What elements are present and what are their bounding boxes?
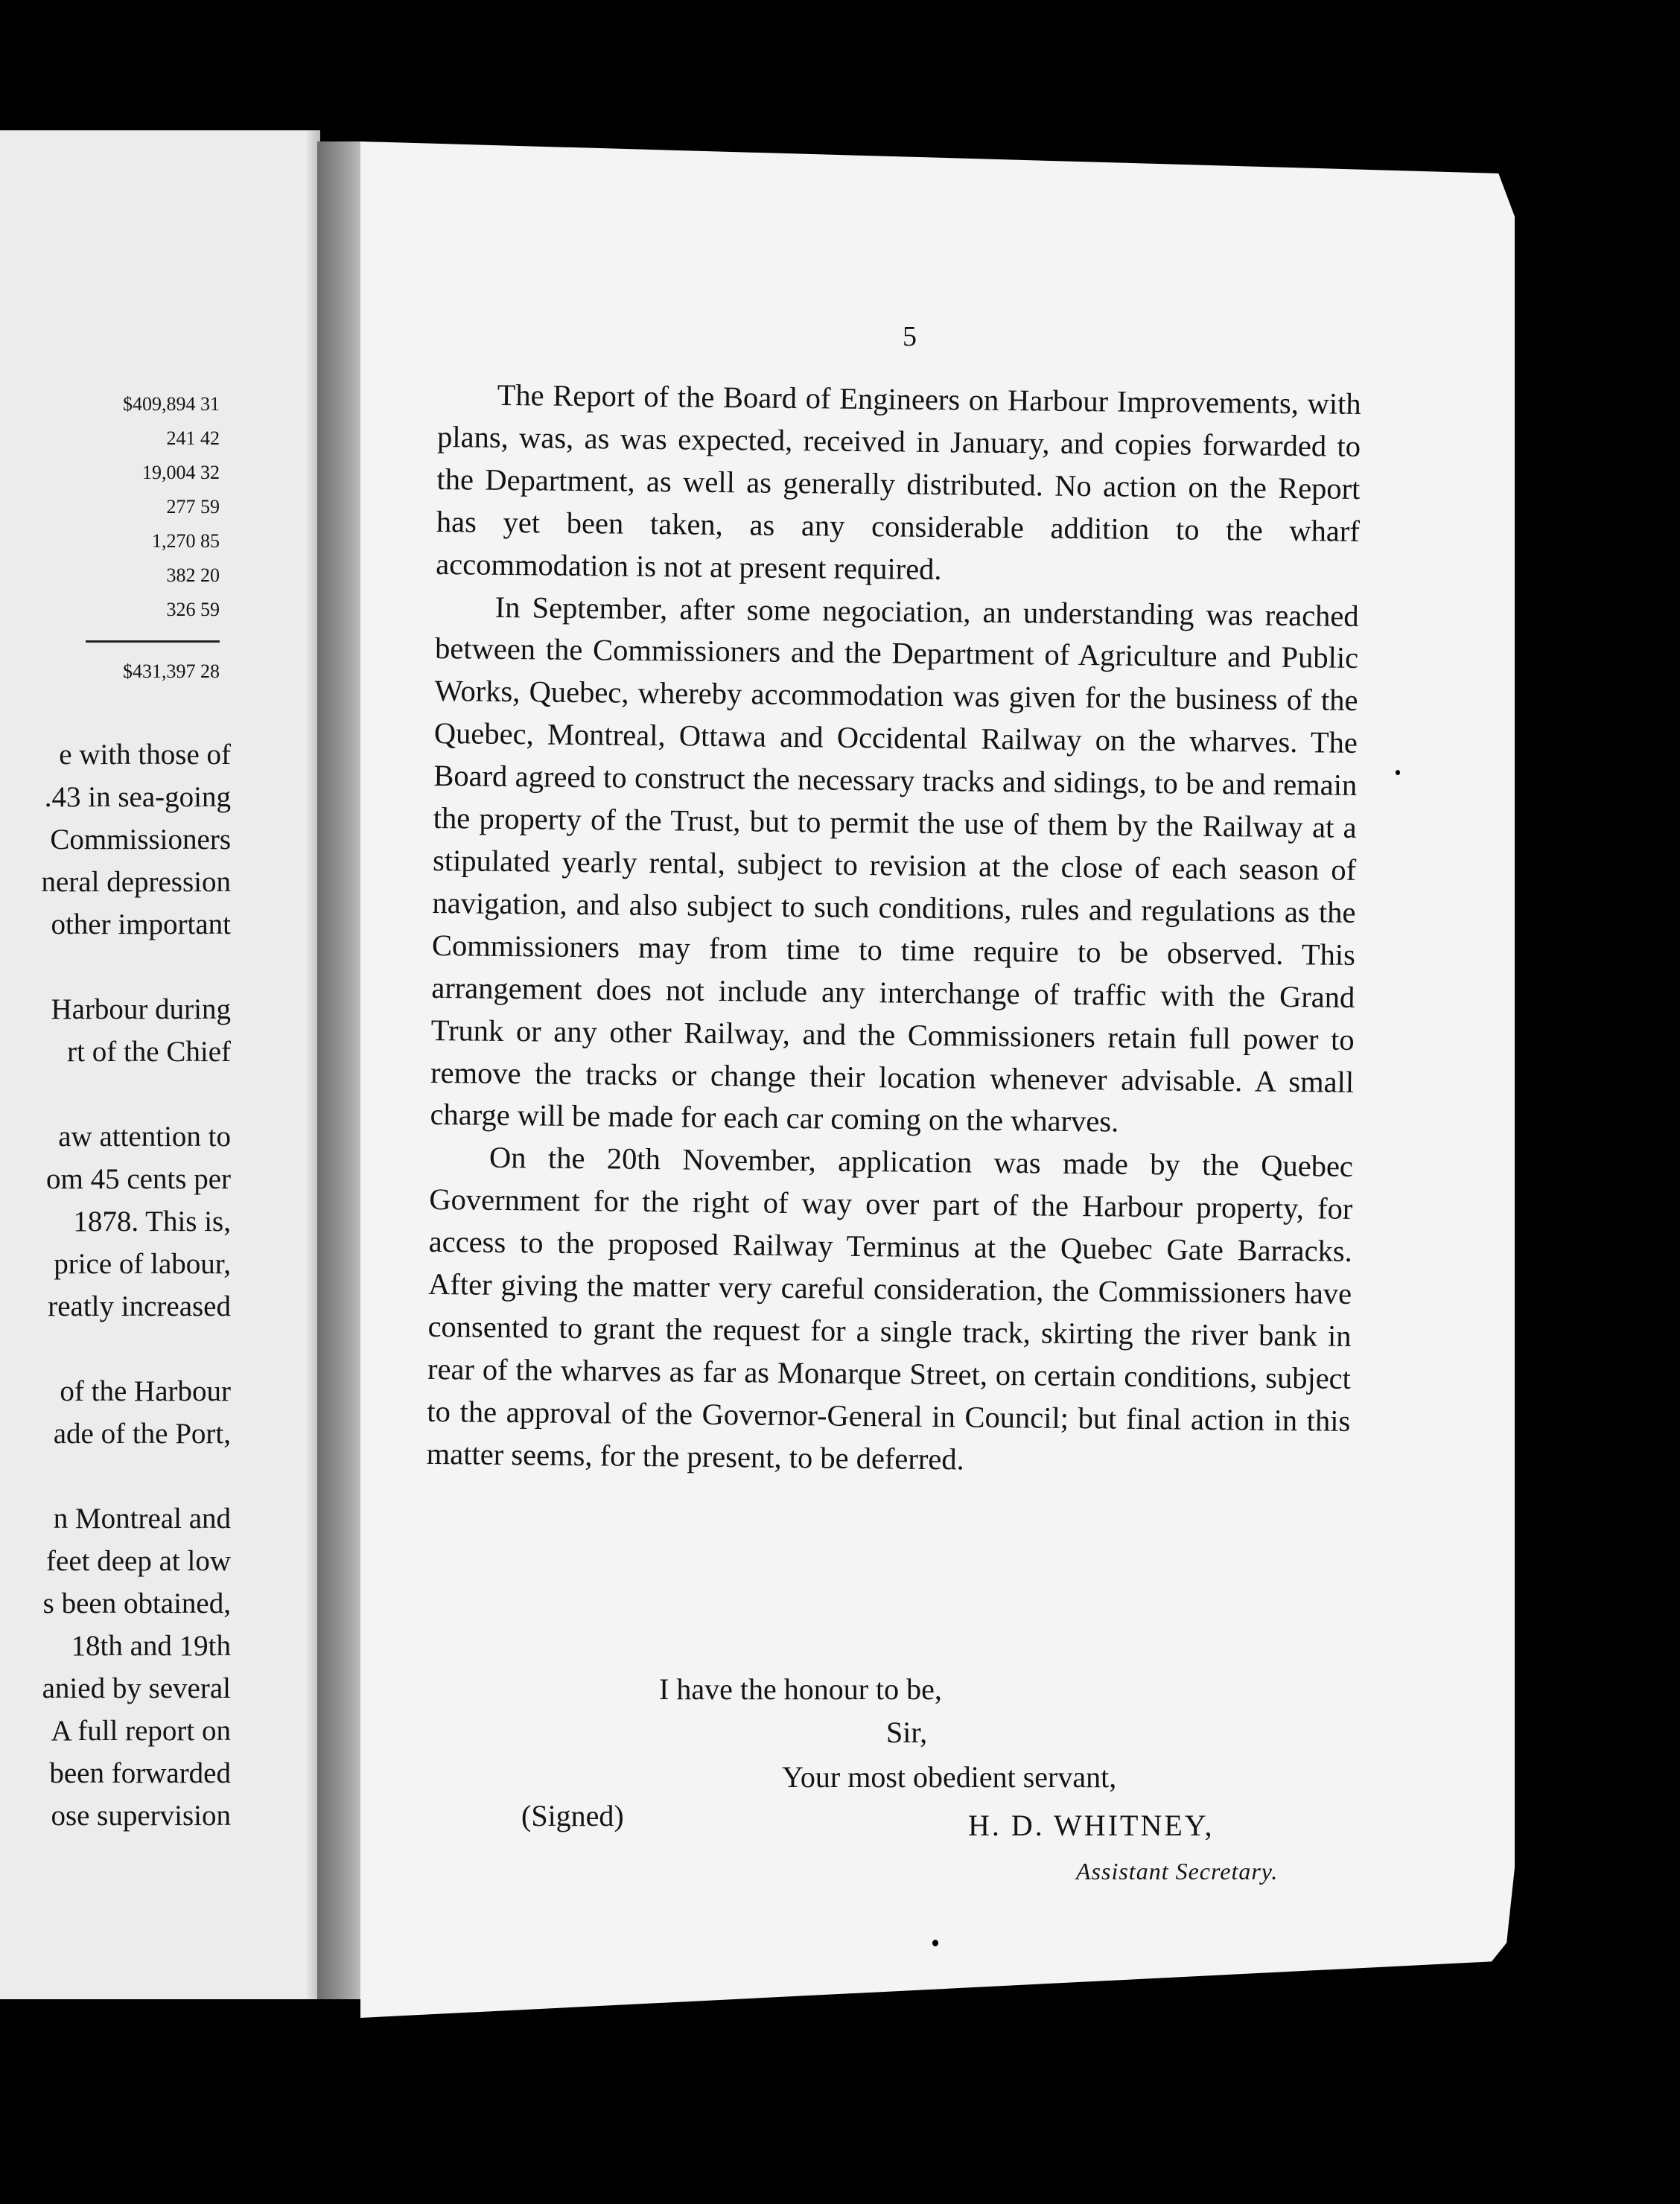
book-gutter [317, 141, 360, 1999]
amount-row: 277 59 [166, 496, 220, 517]
left-page-text [0, 733, 231, 1837]
left-page-line: price of labour, [54, 1248, 231, 1280]
left-page-line: Commissioners [50, 824, 231, 856]
left-page-line [0, 1073, 231, 1115]
closing-salutation: Sir, [886, 1716, 928, 1749]
left-page-line: A full report on [51, 1715, 231, 1747]
left-page-line: 1878. This is, [73, 1205, 231, 1238]
left-page [0, 130, 320, 1999]
signatory-title: Assistant Secretary. [1076, 1858, 1279, 1885]
amount-total: $431,397 28 [123, 660, 220, 682]
left-page-line [0, 1328, 231, 1370]
paragraph-right-of-way: On the 20th November, application was made by the Quebec Government for the right of way over part of the Harbour property, for access to the proposed Railway Terminus at the Quebec Gate Barracks. After giving the matter very careful consideration, the Commissioners have consented to grant the request for a single track, skirting the river bank in rear of the wharves as far as Monarque Street, on certain conditions, subject to the approval of the Governor-General in Council; but final action in this matter seems, for the present, to be deferred. [426, 1141, 1354, 1477]
left-page-line: neral depression [41, 866, 231, 898]
paragraph-railway-agreement: In September, after some negociation, an understanding was reached between the Commissioners and the Department of Agriculture and Public Works, Quebec, whereby accommodation was given for the business of the Quebec, Montreal, Ottawa and Occidental Railway on the wharves. The Board agreed to construct the necessary tracks and sidings, to be and remain the property of the Trust, but to permit the use of them by the Railway at a stipulated yearly rental, subject to revision at the close of each season of navigation, and also subject to such conditions, rules and regulations as the Commissioners may from time to time require to be observed. This arrangement does not include any interchange of traffic with the Grand Trunk or any other Railway, and the Commissioners retain full power to remove the tracks or change their location whenever advisable. A small charge will be made for each car coming on the wharves. [430, 590, 1359, 1139]
left-page-line: rt of the Chief [67, 1036, 231, 1068]
left-page-line: anied by several [42, 1672, 231, 1704]
ink-speck [1396, 770, 1400, 775]
left-page-line: feet deep at low [46, 1545, 231, 1577]
amount-row: 19,004 32 [142, 462, 220, 483]
left-page-line: 18th and 19th [71, 1630, 231, 1662]
left-page-line [0, 1455, 231, 1497]
ink-speck [932, 1940, 938, 1946]
amount-row: 326 59 [166, 599, 220, 620]
left-page-line: s been obtained, [42, 1587, 231, 1619]
closing-servant: Your most obedient servant, [782, 1760, 1117, 1794]
amounts-column [41, 387, 220, 689]
left-page-line: ade of the Port, [53, 1418, 231, 1450]
page-number: 5 [903, 321, 917, 352]
amount-row: 1,270 85 [152, 530, 220, 552]
left-page-line: .43 in sea-going [44, 781, 231, 813]
amount-row: $409,894 31 [123, 393, 220, 415]
left-page-line: of the Harbour [60, 1375, 231, 1407]
left-page-line: been forwarded [49, 1757, 231, 1789]
closing-honour: I have the honour to be, [659, 1672, 942, 1706]
amount-row: 241 42 [166, 427, 220, 449]
left-page-line: n Montreal and [53, 1503, 231, 1535]
amount-row: 382 20 [166, 564, 220, 586]
left-page-line: om 45 cents per [45, 1163, 231, 1195]
signed-label: (Signed) [521, 1799, 624, 1832]
total-rule [86, 640, 220, 643]
left-page-line: ose supervision [51, 1800, 231, 1832]
left-page-line: other important [51, 908, 231, 940]
signatory-name: H. D. WHITNEY, [968, 1809, 1215, 1842]
left-page-line [0, 946, 231, 988]
left-page-line: Harbour during [51, 993, 231, 1025]
left-page-line: e with those of [59, 739, 231, 771]
letter-body [427, 374, 1361, 1485]
left-page-line: aw attention to [58, 1121, 231, 1153]
paragraph-harbour-report: The Report of the Board of Engineers on Harbour Improvements, with plans, was, as was expected, received in January, and copies forwarded to the Department, as well as generally distributed. No action on the Report has yet been taken, as any considerable addition to the wharf accommodation is not at present required. [436, 378, 1361, 586]
left-page-line: reatly increased [48, 1290, 231, 1322]
